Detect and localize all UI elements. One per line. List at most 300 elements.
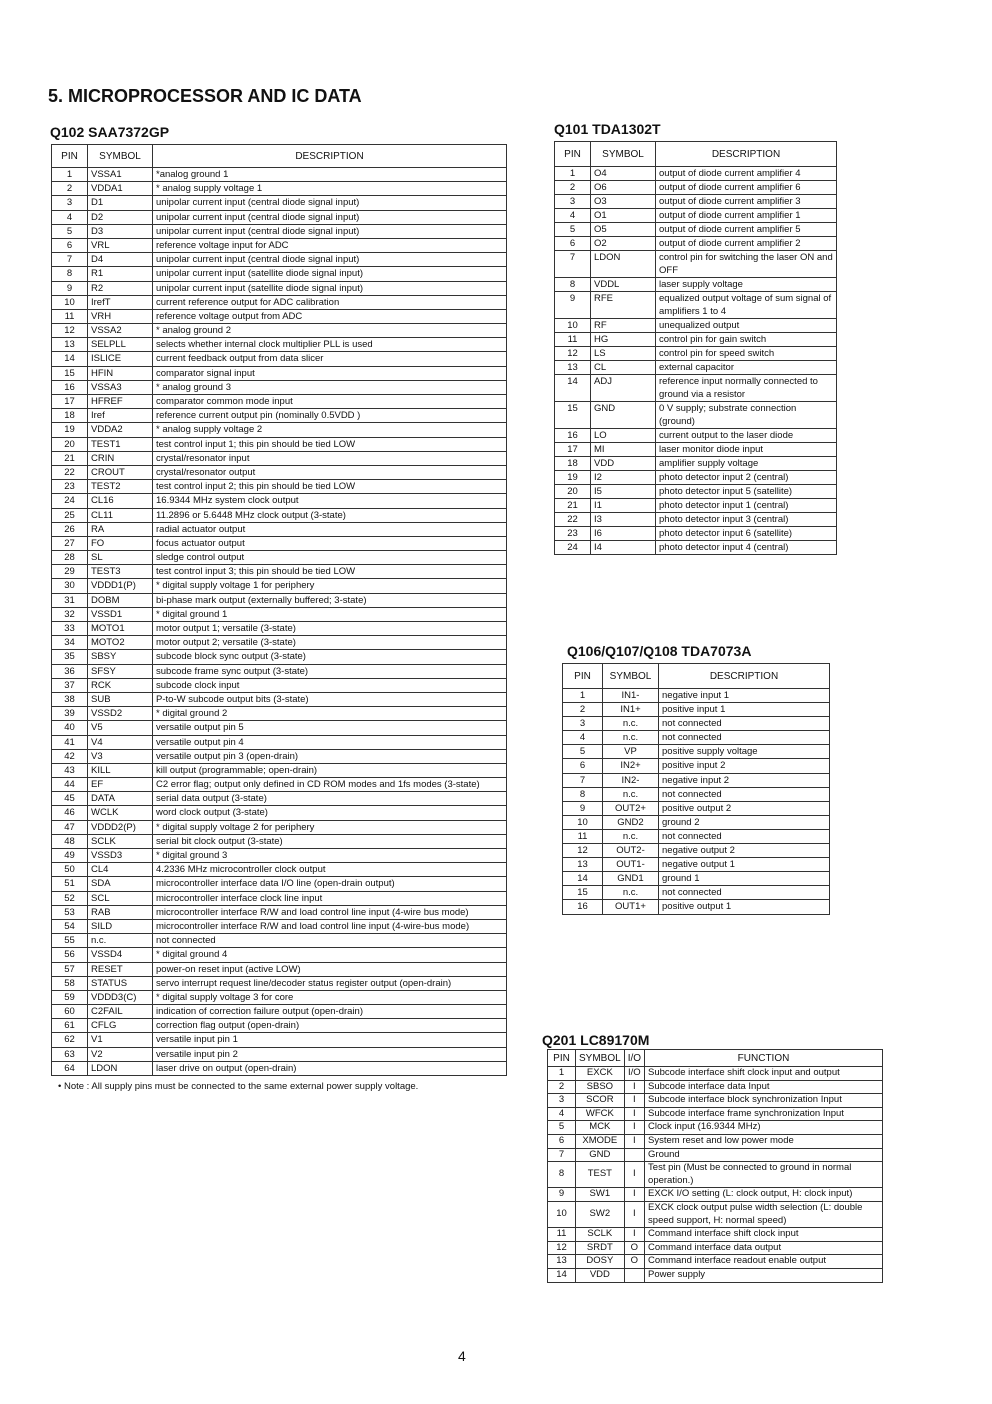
cell-pin: 4 — [548, 1107, 576, 1121]
cell-description: amplifier supply voltage — [656, 457, 837, 471]
cell-io: I/O — [624, 1067, 644, 1081]
cell-description: photo detector input 2 (central) — [656, 471, 837, 485]
cell-function: Subcode interface shift clock input and output — [645, 1067, 883, 1081]
cell-symbol: O3 — [591, 195, 656, 209]
cell-symbol: OUT2- — [603, 844, 659, 858]
table-row — [563, 872, 830, 886]
cell-description: not connected — [659, 787, 830, 801]
cell-description: * digital ground 3 — [153, 849, 507, 863]
cell-symbol: GND1 — [603, 872, 659, 886]
cell-description: ground 1 — [659, 872, 830, 886]
table-row — [563, 886, 830, 900]
cell-description: output of diode current amplifier 6 — [656, 181, 837, 195]
cell-symbol: XMODE — [576, 1134, 625, 1148]
cell-description: indication of correction failure output (open-drain) — [153, 1005, 507, 1019]
cell-description: * analog supply voltage 1 — [153, 182, 507, 196]
cell-description: reference input normally connected to ground via a resistor — [656, 375, 837, 402]
cell-function: Command interface readout enable output — [645, 1255, 883, 1269]
table-row — [548, 1067, 883, 1081]
cell-description: reference voltage output from ADC — [153, 309, 507, 323]
table-row — [52, 863, 507, 877]
table-row — [555, 292, 837, 319]
cell-description: unipolar current input (central diode signal input) — [153, 253, 507, 267]
cell-symbol: V1 — [88, 1033, 153, 1047]
table-row — [548, 1148, 883, 1162]
table-row — [52, 962, 507, 976]
table-row — [555, 527, 837, 541]
table-row — [52, 295, 507, 309]
cell-pin: 11 — [563, 829, 603, 843]
q201-heading: Q201 LC89170M — [542, 1032, 650, 1048]
page-number: 4 — [458, 1348, 466, 1364]
table-row — [52, 877, 507, 891]
table-row — [563, 858, 830, 872]
cell-symbol: SRDT — [576, 1241, 625, 1255]
col-description: DESCRIPTION — [659, 664, 830, 689]
q102-table — [51, 144, 507, 1076]
cell-description: output of diode current amplifier 3 — [656, 195, 837, 209]
cell-pin: 9 — [563, 801, 603, 815]
table-row — [563, 900, 830, 914]
cell-description: reference voltage input for ADC — [153, 238, 507, 252]
table-row — [52, 551, 507, 565]
cell-symbol: R1 — [88, 267, 153, 281]
cell-description: 4.2336 MHz microcontroller clock output — [153, 863, 507, 877]
cell-pin: 4 — [555, 209, 591, 223]
cell-symbol: DOBM — [88, 593, 153, 607]
cell-symbol: V5 — [88, 721, 153, 735]
table-row — [52, 792, 507, 806]
cell-symbol: O4 — [591, 167, 656, 181]
cell-symbol: SELPLL — [88, 338, 153, 352]
cell-description: *analog ground 1 — [153, 168, 507, 182]
cell-symbol: V3 — [88, 749, 153, 763]
cell-symbol: V4 — [88, 735, 153, 749]
cell-pin: 13 — [563, 858, 603, 872]
cell-symbol: VDD — [576, 1268, 625, 1282]
cell-pin: 17 — [52, 395, 88, 409]
cell-function: Command interface shift clock input — [645, 1228, 883, 1242]
table-row — [555, 209, 837, 223]
cell-description: current feedback output from data slicer — [153, 352, 507, 366]
cell-symbol: IN2- — [603, 773, 659, 787]
cell-symbol: LS — [591, 347, 656, 361]
cell-pin: 33 — [52, 622, 88, 636]
cell-pin: 41 — [52, 735, 88, 749]
cell-pin: 32 — [52, 607, 88, 621]
table-row — [555, 471, 837, 485]
table-row — [52, 253, 507, 267]
cell-description: positive input 2 — [659, 759, 830, 773]
table-row — [52, 707, 507, 721]
table-row — [563, 773, 830, 787]
cell-pin: 7 — [563, 773, 603, 787]
cell-symbol: VDDD3(C) — [88, 990, 153, 1004]
col-symbol: SYMBOL — [603, 664, 659, 689]
cell-symbol: RAB — [88, 905, 153, 919]
cell-pin: 12 — [555, 347, 591, 361]
cell-pin: 23 — [52, 480, 88, 494]
cell-description: motor output 2; versatile (3-state) — [153, 636, 507, 650]
cell-symbol: RESET — [88, 962, 153, 976]
cell-symbol: KILL — [88, 763, 153, 777]
cell-function: Subcode interface data Input — [645, 1080, 883, 1094]
col-function: FUNCTION — [645, 1050, 883, 1067]
cell-description: positive output 2 — [659, 801, 830, 815]
cell-pin: 63 — [52, 1047, 88, 1061]
cell-symbol: FO — [88, 536, 153, 550]
cell-pin: 12 — [548, 1241, 576, 1255]
cell-symbol: VDDA1 — [88, 182, 153, 196]
cell-symbol: VSSA3 — [88, 380, 153, 394]
cell-description: output of diode current amplifier 5 — [656, 223, 837, 237]
table-row — [52, 1019, 507, 1033]
cell-symbol: GND2 — [603, 815, 659, 829]
table-row — [555, 402, 837, 429]
cell-symbol: I5 — [591, 485, 656, 499]
cell-description: laser drive on output (open-drain) — [153, 1061, 507, 1075]
cell-symbol: MOTO2 — [88, 636, 153, 650]
cell-description: reference current output pin (nominally 0.5VDD ) — [153, 409, 507, 423]
cell-description: current output to the laser diode — [656, 429, 837, 443]
cell-io: I — [624, 1107, 644, 1121]
cell-pin: 44 — [52, 778, 88, 792]
cell-pin: 11 — [52, 309, 88, 323]
cell-pin: 14 — [563, 872, 603, 886]
cell-description: versatile output pin 4 — [153, 735, 507, 749]
cell-symbol: VSSA2 — [88, 324, 153, 338]
cell-symbol: SCLK — [576, 1228, 625, 1242]
table-row — [52, 267, 507, 281]
cell-io: I — [624, 1094, 644, 1108]
col-description: DESCRIPTION — [656, 142, 837, 167]
cell-pin: 4 — [563, 731, 603, 745]
table-row — [52, 678, 507, 692]
table-row — [52, 891, 507, 905]
cell-pin: 5 — [52, 224, 88, 238]
cell-symbol: SBSY — [88, 650, 153, 664]
cell-symbol: VSSD4 — [88, 948, 153, 962]
cell-symbol: EXCK — [576, 1067, 625, 1081]
cell-description: positive output 1 — [659, 900, 830, 914]
cell-pin: 31 — [52, 593, 88, 607]
cell-pin: 5 — [555, 223, 591, 237]
cell-pin: 1 — [555, 167, 591, 181]
cell-function: Power supply — [645, 1268, 883, 1282]
cell-description: control pin for gain switch — [656, 333, 837, 347]
cell-description: 11.2896 or 5.6448 MHz clock output (3-state) — [153, 508, 507, 522]
table-row — [52, 281, 507, 295]
cell-symbol: TEST — [576, 1162, 625, 1188]
table-row — [52, 849, 507, 863]
cell-description: external capacitor — [656, 361, 837, 375]
table-row — [52, 749, 507, 763]
table-row — [555, 361, 837, 375]
cell-symbol: Iref — [88, 409, 153, 423]
cell-symbol: SCL — [88, 891, 153, 905]
cell-symbol: VDDA2 — [88, 423, 153, 437]
cell-symbol: n.c. — [603, 886, 659, 900]
cell-pin: 36 — [52, 664, 88, 678]
cell-pin: 25 — [52, 508, 88, 522]
table-row — [52, 168, 507, 182]
table-row — [52, 1033, 507, 1047]
table-row — [52, 763, 507, 777]
cell-description: * analog ground 3 — [153, 380, 507, 394]
cell-description: comparator common mode input — [153, 395, 507, 409]
col-pin: PIN — [52, 145, 88, 168]
cell-pin: 11 — [555, 333, 591, 347]
col-pin: PIN — [555, 142, 591, 167]
table-row — [52, 238, 507, 252]
cell-symbol: VDDD2(P) — [88, 820, 153, 834]
cell-pin: 1 — [52, 168, 88, 182]
cell-description: motor output 1; versatile (3-state) — [153, 622, 507, 636]
table-row — [555, 333, 837, 347]
table-row — [52, 721, 507, 735]
cell-symbol: IN1- — [603, 689, 659, 703]
cell-description: not connected — [659, 731, 830, 745]
cell-function: System reset and low power mode — [645, 1134, 883, 1148]
cell-pin: 2 — [563, 703, 603, 717]
cell-pin: 46 — [52, 806, 88, 820]
cell-symbol: CROUT — [88, 465, 153, 479]
cell-symbol: n.c. — [603, 829, 659, 843]
col-pin: PIN — [563, 664, 603, 689]
cell-pin: 8 — [52, 267, 88, 281]
cell-symbol: CL11 — [88, 508, 153, 522]
cell-symbol: I4 — [591, 541, 656, 555]
cell-symbol: R2 — [88, 281, 153, 295]
cell-pin: 19 — [555, 471, 591, 485]
cell-pin: 10 — [52, 295, 88, 309]
cell-description: * analog ground 2 — [153, 324, 507, 338]
cell-symbol: O2 — [591, 237, 656, 251]
cell-pin: 12 — [563, 844, 603, 858]
cell-pin: 27 — [52, 536, 88, 550]
cell-description: comparator signal input — [153, 366, 507, 380]
table-row — [52, 948, 507, 962]
cell-pin: 3 — [548, 1094, 576, 1108]
table-row — [52, 834, 507, 848]
cell-pin: 49 — [52, 849, 88, 863]
cell-symbol: I1 — [591, 499, 656, 513]
cell-description: subcode block sync output (3-state) — [153, 650, 507, 664]
cell-pin: 1 — [548, 1067, 576, 1081]
cell-pin: 2 — [548, 1080, 576, 1094]
table-row — [555, 167, 837, 181]
cell-pin: 30 — [52, 579, 88, 593]
cell-symbol: RCK — [88, 678, 153, 692]
table-row — [52, 380, 507, 394]
table-row — [555, 457, 837, 471]
table-row — [52, 480, 507, 494]
cell-description: not connected — [153, 934, 507, 948]
cell-symbol: SDA — [88, 877, 153, 891]
cell-function: Test pin (Must be connected to ground in normal operation.) — [645, 1162, 883, 1188]
cell-pin: 7 — [555, 251, 591, 278]
cell-description: serial data output (3-state) — [153, 792, 507, 806]
q106-heading: Q106/Q107/Q108 TDA7073A — [567, 643, 752, 659]
cell-symbol: VDDD1(P) — [88, 579, 153, 593]
cell-function: Ground — [645, 1148, 883, 1162]
cell-io: I — [624, 1228, 644, 1242]
cell-symbol: RF — [591, 319, 656, 333]
cell-description: photo detector input 1 (central) — [656, 499, 837, 513]
table-row — [52, 934, 507, 948]
cell-description: * digital supply voltage 2 for periphery — [153, 820, 507, 834]
table-row — [548, 1241, 883, 1255]
table-row — [548, 1201, 883, 1227]
cell-pin: 55 — [52, 934, 88, 948]
cell-function: Clock input (16.9344 MHz) — [645, 1121, 883, 1135]
cell-pin: 6 — [563, 759, 603, 773]
cell-description: negative output 1 — [659, 858, 830, 872]
cell-description: laser supply voltage — [656, 278, 837, 292]
cell-description: word clock output (3-state) — [153, 806, 507, 820]
cell-pin: 35 — [52, 650, 88, 664]
cell-pin: 1 — [563, 689, 603, 703]
cell-pin: 24 — [555, 541, 591, 555]
table-row — [52, 437, 507, 451]
cell-description: * digital supply voltage 3 for core — [153, 990, 507, 1004]
col-symbol: SYMBOL — [576, 1050, 625, 1067]
cell-pin: 53 — [52, 905, 88, 919]
table-row — [52, 196, 507, 210]
cell-symbol: V2 — [88, 1047, 153, 1061]
cell-description: microcontroller interface data I/O line (open-drain output) — [153, 877, 507, 891]
cell-description: C2 error flag; output only defined in CD ROM modes and 1fs modes (3-state) — [153, 778, 507, 792]
cell-symbol: OUT1+ — [603, 900, 659, 914]
cell-pin: 13 — [555, 361, 591, 375]
table-row — [52, 309, 507, 323]
cell-pin: 52 — [52, 891, 88, 905]
cell-pin: 3 — [555, 195, 591, 209]
cell-symbol: I6 — [591, 527, 656, 541]
q101-table — [554, 141, 837, 555]
cell-symbol: TEST3 — [88, 565, 153, 579]
cell-pin: 4 — [52, 210, 88, 224]
cell-symbol: SILD — [88, 919, 153, 933]
table-row — [52, 395, 507, 409]
cell-description: photo detector input 3 (central) — [656, 513, 837, 527]
cell-symbol: IrefT — [88, 295, 153, 309]
cell-symbol: n.c. — [603, 717, 659, 731]
cell-description: crystal/resonator input — [153, 451, 507, 465]
cell-symbol: IN1+ — [603, 703, 659, 717]
cell-pin: 10 — [555, 319, 591, 333]
cell-description: versatile input pin 2 — [153, 1047, 507, 1061]
cell-description: power-on reset input (active LOW) — [153, 962, 507, 976]
table-row — [563, 745, 830, 759]
table-row — [555, 278, 837, 292]
cell-description: bi-phase mark output (externally buffered; 3-state) — [153, 593, 507, 607]
cell-symbol: LDON — [88, 1061, 153, 1075]
cell-pin: 13 — [52, 338, 88, 352]
table-row — [52, 919, 507, 933]
cell-description: unipolar current input (central diode signal input) — [153, 196, 507, 210]
table-row — [52, 338, 507, 352]
cell-symbol: RFE — [591, 292, 656, 319]
table-row — [52, 210, 507, 224]
cell-description: test control input 3; this pin should be tied LOW — [153, 565, 507, 579]
table-row — [563, 703, 830, 717]
cell-symbol: TEST2 — [88, 480, 153, 494]
cell-description: unipolar current input (central diode signal input) — [153, 210, 507, 224]
cell-symbol: I2 — [591, 471, 656, 485]
table-row — [52, 451, 507, 465]
cell-io: I — [624, 1080, 644, 1094]
cell-description: selects whether internal clock multiplier PLL is used — [153, 338, 507, 352]
cell-pin: 14 — [52, 352, 88, 366]
cell-symbol: DOSY — [576, 1255, 625, 1269]
cell-symbol: VSSD3 — [88, 849, 153, 863]
supply-note: • Note : All supply pins must be connected to the same external power supply voltage. — [58, 1081, 419, 1092]
table-row — [563, 844, 830, 858]
cell-symbol: GND — [591, 402, 656, 429]
cell-symbol: SCOR — [576, 1094, 625, 1108]
q106-table — [562, 663, 830, 915]
cell-pin: 16 — [52, 380, 88, 394]
cell-symbol: SCLK — [88, 834, 153, 848]
table-row — [563, 815, 830, 829]
cell-pin: 8 — [563, 787, 603, 801]
cell-description: photo detector input 4 (central) — [656, 541, 837, 555]
table-row — [52, 692, 507, 706]
cell-symbol: SL — [88, 551, 153, 565]
table-header-row — [548, 1050, 883, 1067]
cell-symbol: SFSY — [88, 664, 153, 678]
cell-symbol: D3 — [88, 224, 153, 238]
cell-pin: 20 — [555, 485, 591, 499]
cell-description: unipolar current input (satellite diode signal input) — [153, 281, 507, 295]
table-header-row — [52, 145, 507, 168]
cell-description: not connected — [659, 717, 830, 731]
cell-pin: 9 — [52, 281, 88, 295]
cell-symbol: SUB — [88, 692, 153, 706]
cell-pin: 59 — [52, 990, 88, 1004]
cell-symbol: CRIN — [88, 451, 153, 465]
cell-symbol: OUT2+ — [603, 801, 659, 815]
table-row — [548, 1188, 883, 1202]
cell-pin: 3 — [563, 717, 603, 731]
cell-description: output of diode current amplifier 1 — [656, 209, 837, 223]
cell-symbol: EF — [88, 778, 153, 792]
cell-pin: 5 — [548, 1121, 576, 1135]
cell-pin: 18 — [52, 409, 88, 423]
table-row — [52, 1005, 507, 1019]
cell-description: not connected — [659, 829, 830, 843]
q201-table — [547, 1049, 883, 1283]
cell-pin: 8 — [555, 278, 591, 292]
table-row — [563, 717, 830, 731]
table-row — [52, 622, 507, 636]
cell-description: * digital ground 4 — [153, 948, 507, 962]
table-row — [548, 1121, 883, 1135]
table-header-row — [555, 142, 837, 167]
cell-pin: 7 — [548, 1148, 576, 1162]
table-row — [52, 324, 507, 338]
table-row — [555, 319, 837, 333]
cell-description: P-to-W subcode output bits (3-state) — [153, 692, 507, 706]
col-symbol: SYMBOL — [591, 142, 656, 167]
table-row — [52, 650, 507, 664]
cell-pin: 17 — [555, 443, 591, 457]
table-row — [52, 182, 507, 196]
cell-symbol: O1 — [591, 209, 656, 223]
cell-description: servo interrupt request line/decoder status register output (open-drain) — [153, 976, 507, 990]
cell-pin: 39 — [52, 707, 88, 721]
